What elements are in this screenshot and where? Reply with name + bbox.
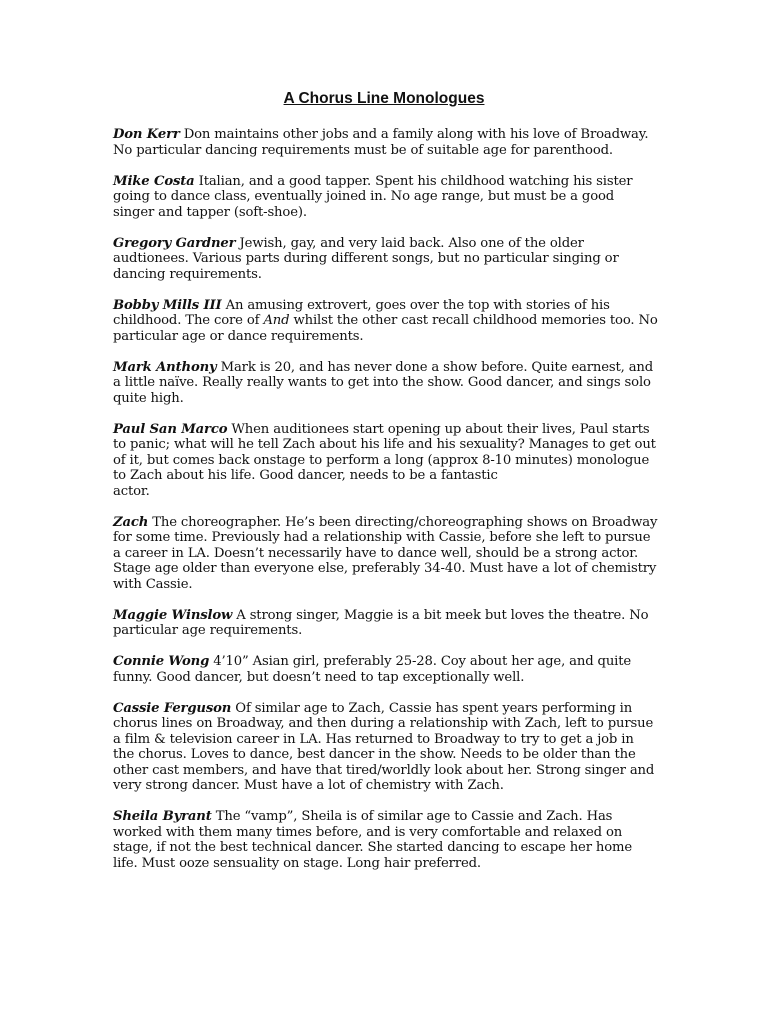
character-name: Mark Anthony [113,359,217,375]
character-name: Sheila Byrant [113,809,212,824]
description-text: actor. [113,483,150,499]
character-entry [113,515,658,593]
character-entry [113,127,658,158]
description-text: An amusing extrovert, goes over the top with stories of his childhood. The core of [113,297,610,328]
document-title: A Chorus Line Monologues [283,90,485,107]
character-name: Mike Costa [113,173,195,189]
description-text: whilst the other cast recall childhood memories too. No particular age or dance requirements. [113,313,658,344]
character-entry [113,236,658,283]
description-text: Don maintains other jobs and a family along with his love of Broadway. No particular dancing requirements must be of suitable age for parenthood. [113,127,649,158]
description-text: The choreographer. He’s been directing/choreographing shows on Broadway for some time. Previously had a relationship with Cassie, before she left to pursue a career in LA. Doesn’t necessarily have to dance well, should be a strong actor. Stage age older than everyone else, preferably 34-40. Must have a lot of chemistry with Cassie. [113,514,658,592]
character-name: Zach [113,514,149,530]
character-name: Gregory Gardner [113,235,236,251]
description-text: Jewish, gay, and very laid back. Also one of the older audtionees. Various parts during different songs, but no particular singing or dancing requirements. [113,235,619,282]
character-entry [113,174,658,221]
character-entry [113,809,658,871]
character-entry [113,360,658,407]
character-entry [113,654,658,685]
character-entry [113,608,658,639]
description-text: The “vamp”, Sheila is of similar age to Cassie and Zach. Has worked with them many times before, and is very comfortable and relaxed on stage, if not the best technical dancer. She started dancing to escape her home life. Must ooze sensuality on stage. Long hair preferred. [113,809,633,871]
description-text: 4’10” Asian girl, preferably 25-28. Coy about her age, and quite funny. Good dancer, but doesn’t need to tap exceptionally well. [113,654,632,685]
character-entry [113,298,658,345]
description-text: Of similar age to Zach, Cassie has spent years performing in chorus lines on Broadway, and then during a relationship with Zach, left to pursue a film & television career in LA. Has returned to Broadway to try to get a job in the chorus. Loves to dance, best dancer in the show. Needs to be older than the other cast members, and have that tired/worldly look about her. Strong singer and very strong dancer. Must have a lot of chemistry with Zach. [113,700,655,793]
description-text: A strong singer, Maggie is a bit meek but loves the theatre. No particular age requirements. [113,607,649,638]
character-list [113,127,658,887]
character-entry [113,701,658,794]
character-name: Maggie Winslow [113,607,233,623]
character-name: Bobby Mills III [113,297,222,313]
description-text: Mark is 20, and has never done a show before. Quite earnest, and a little naïve. Really really wants to get into the show. Good dancer, and sings solo quite high. [113,359,654,406]
character-name: Don Kerr [113,127,180,142]
character-entry [113,422,658,500]
character-name: Connie Wong [113,654,210,669]
description-text: When auditionees start opening up about their lives, Paul starts to panic; what will he tell Zach about his life and his sexuality? Manages to get out of it, but comes back onstage to perform a long (approx 8-10 minutes) monologue to Zach about his life. Good dancer, needs to be a fantastic [113,421,656,483]
description-text: Italian, and a good tapper. Spent his childhood watching his sister going to dance class, eventually joined in. No age range, but must be a good singer and tapper (soft-shoe). [113,173,633,220]
italic-text: And [263,313,290,328]
character-name: Paul San Marco [113,421,228,437]
character-name: Cassie Ferguson [113,700,232,716]
